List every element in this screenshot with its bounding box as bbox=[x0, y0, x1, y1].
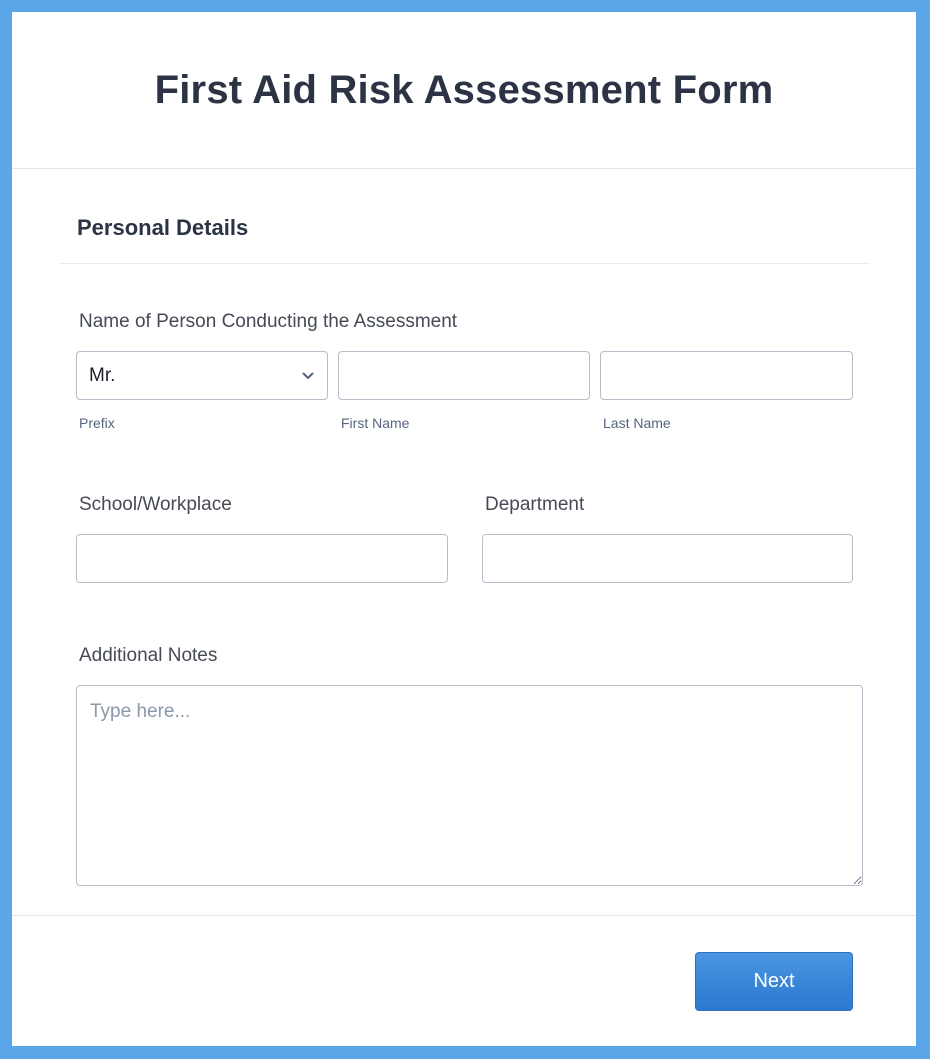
name-label: Name of Person Conducting the Assessment bbox=[79, 311, 458, 332]
department-label: Department bbox=[485, 494, 585, 515]
section-divider bbox=[60, 263, 870, 264]
form-header bbox=[12, 12, 916, 169]
chevron-down-icon bbox=[301, 369, 315, 383]
prefix-select[interactable] bbox=[76, 351, 328, 400]
school-input[interactable] bbox=[76, 534, 448, 583]
last-name-sublabel: Last Name bbox=[603, 415, 671, 431]
form-title: First Aid Risk Assessment Form bbox=[154, 67, 774, 112]
prefix-sublabel: Prefix bbox=[79, 415, 115, 431]
school-label: School/Workplace bbox=[79, 494, 232, 515]
last-name-input[interactable] bbox=[600, 351, 853, 400]
notes-textarea[interactable] bbox=[76, 685, 863, 886]
first-name-sublabel: First Name bbox=[341, 415, 410, 431]
notes-label: Additional Notes bbox=[79, 645, 218, 666]
first-name-input[interactable] bbox=[338, 351, 590, 400]
section-title: Personal Details bbox=[77, 215, 249, 240]
form-card bbox=[12, 12, 916, 1046]
next-button[interactable]: Next bbox=[695, 952, 853, 1011]
department-input[interactable] bbox=[482, 534, 853, 583]
prefix-selected-value: Mr. bbox=[89, 364, 116, 386]
footer-divider bbox=[12, 915, 916, 916]
